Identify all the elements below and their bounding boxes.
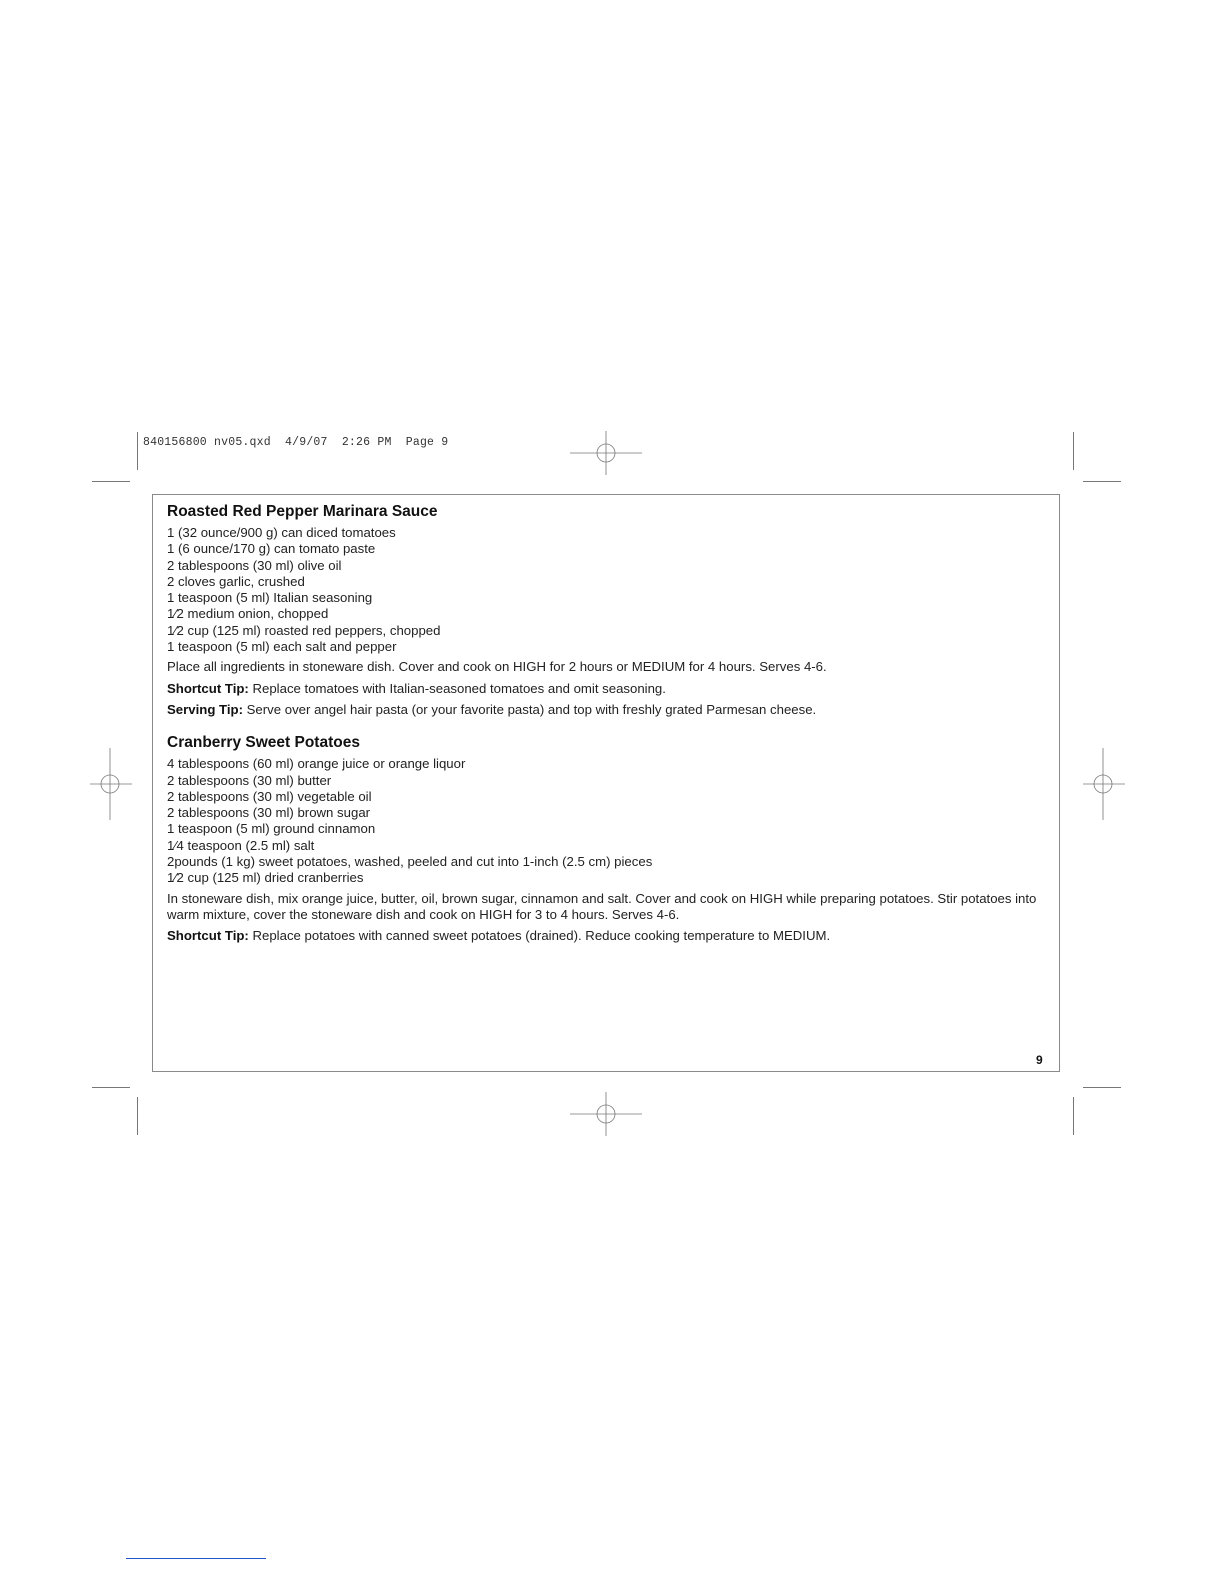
ingredient-item: 2 tablespoons (30 ml) vegetable oil [167,788,372,804]
tip-label: Serving Tip: [167,701,243,717]
ingredient-item: 2 tablespoons (30 ml) brown sugar [167,805,371,821]
recipe-title: Roasted Red Pepper Marinara Sauce [167,503,438,520]
tip-text: Replace tomatoes with Italian-seasoned tomatoes and omit seasoning. [252,680,666,696]
page-number: 9 [1036,1053,1043,1067]
ingredient-item: 1⁄2 cup (125 ml) dried cranberries [167,870,364,886]
ingredient-item: 1 teaspoon (5 ml) ground cinnamon [167,821,376,837]
recipe-content [167,503,1047,945]
ingredient-item: 1 teaspoon (5 ml) Italian seasoning [167,590,373,606]
registration-mark-icon [566,413,646,493]
tip-label: Shortcut Tip: [167,928,249,944]
recipe-directions: Place all ingredients in stoneware dish. Cover and cook on HIGH for 2 hours or MEDIUM for 4 hours. Serves 4-6. [167,659,827,675]
slug-line: 840156800 nv05.qxd 4/9/07 2:26 PM Page 9 [143,436,449,449]
ingredient-item: 2pounds (1 kg) sweet potatoes, washed, peeled and cut into 1-inch (2.5 cm) pieces [167,854,653,870]
recipe-sweet-potatoes [167,734,1047,944]
ingredient-item: 1⁄2 medium onion, chopped [167,606,329,622]
registration-mark-icon [566,1074,646,1154]
ingredient-list [167,756,1047,886]
ingredient-item: 1⁄4 teaspoon (2.5 ml) salt [167,837,315,853]
ingredient-list [167,525,1047,655]
shortcut-tip [167,928,1047,944]
ingredient-item: 4 tablespoons (60 ml) orange juice or orange liquor [167,756,466,772]
shortcut-tip [167,681,1047,697]
registration-mark-icon [70,744,150,824]
tip-label: Shortcut Tip: [167,680,249,696]
tip-text: Serve over angel hair pasta (or your favorite pasta) and top with freshly grated Parmesan cheese. [246,701,817,717]
footer-rule [126,1558,266,1559]
ingredient-item: 1 teaspoon (5 ml) each salt and pepper [167,639,397,655]
ingredient-item: 2 tablespoons (30 ml) butter [167,772,332,788]
tip-text: Replace potatoes with canned sweet potatoes (drained). Reduce cooking temperature to MEDIUM. [252,928,831,944]
ingredient-item: 2 cloves garlic, crushed [167,573,305,589]
serving-tip [167,702,1047,718]
recipe-marinara [167,503,1047,718]
recipe-title: Cranberry Sweet Potatoes [167,734,360,752]
ingredient-item: 1 (32 ounce/900 g) can diced tomatoes [167,525,396,540]
ingredient-item: 1⁄2 cup (125 ml) roasted red peppers, chopped [167,622,441,638]
recipe-directions: In stoneware dish, mix orange juice, butter, oil, brown sugar, cinnamon and salt. Cover and cook on HIGH while preparing potatoes. Stir potatoes into warm mixture, cover the stoneware dish and cook on HIGH for 3 to 4 hours. Serves 4-6. [167,890,1037,922]
registration-mark-icon [1063,744,1143,824]
ingredient-item: 1 (6 ounce/170 g) can tomato paste [167,541,376,557]
ingredient-item: 2 tablespoons (30 ml) olive oil [167,557,342,573]
